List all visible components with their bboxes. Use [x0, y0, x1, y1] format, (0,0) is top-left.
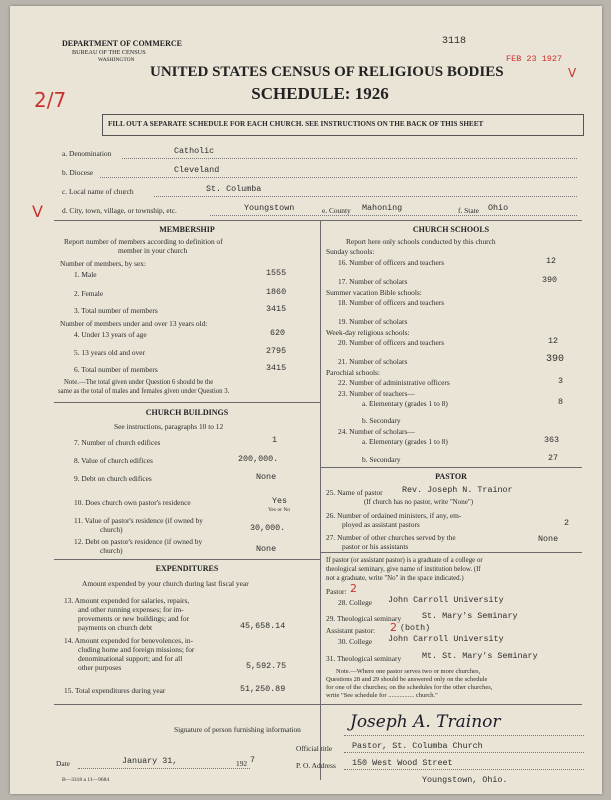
secondary-scholars: 27: [548, 453, 559, 463]
county-label: e. County: [322, 206, 351, 215]
local-name-label: c. Local name of church: [62, 187, 134, 196]
census-form: DEPARTMENT OF COMMERCE BUREAU OF THE CENSUS WASHINGTON 3118 FEB 23 1927 UNITED STATES CENSUS OF RELIGIOUS BODIES SCHEDULE: 1926 2/7 V FILL OUT A SEPARATE SCHEDULE FOR EACH CHURCH. SEE INSTRUCTIONS ON THE BACK OF THIS SHEET a. Denomination Catholic b. Diocese Cleveland c. Local name of church St. Columba d. City, town, village, or township, etc. Youngstown e. County Mahoning f. State Ohio V MEMBERSHIP Report number of members according to definition of member in your church Number of members, by sex: 1. Male 1555 2. Female 1860 3. Total number of members 3415 Number of members under and over 13 years old: 4. Under 13 years of age 620 5. 13 years old and over 2795 6. Total number of members 3415 Note.—The total given under Question 6 should be the same as the total of males and females given under Question 3. CHURCH BUILDINGS See instructions, paragraphs 10 to 12 7. Number of church edifices 1 8. Value of church edifices 200,000. 9. Debt on church edifices None 10. Does church own pastor's residence Yes Yes or No 11. Value of pastor's residence (if owned by church) 30,000. 12. Debt on pastor's residence (if owned by church) None EXPENDITURES Amount expended by your church during last fiscal year 13. Amount expended for salaries, repairs, and other running expenses; for im- provements or new buildings; and for payments on church debt 45,658.14 14. Amount expended for benevolences, in- cluding home and foreign missions; for denominational support; and for all other purposes 5,592.75 15. Total expenditures during year 51,250.89 CHURCH SCHOOLS Report here only schools conducted by this church Sunday schools: 16. Number of officers and teachers 12 17. Number of scholars 390 Summer vacation Bible schools: 18. Number of officers and teachers 19. Number of scholars Week-day religious schools: 20. Number of officers and teachers 12 21. Number of scholars 390 Parochial schools: 22. Number of administrative officers 3 23. Number of teachers— a. Elementary (grades 1 to 8) 8 b. Secondary 24. Number of scholars— a. Elementary (grades 1 to 8) 363 b. Secondary 27 PASTOR 25. Name of pastor Rev. Joseph N. Trainor (If church has no pastor, write "None") 26. Number of ordained ministers, if any, em- ployed as assistant pastors 2 27. Number of other churches served by the pastor or his assistants None If pastor (or assistant pastor) is a graduate of a college or theological seminary, give name of institution below. (If not a graduate, write "No" in the space indicated.) Pastor: 2 28. College John Carroll University 29. Theological seminary St. Mary's Seminary Assistant pastor: 2 (both) 30. College John Carroll University 31. Theological seminary Mt. St. Mary's Seminary Note.—Where one pastor serves two or more churches, Questions 28 and 29 should be answered only on the schedule for one of the churches; on the schedules for the other churches, write "See schedule for ................ church." Signature of person furnishing information Joseph A. Trainor Official title Pastor, St. Columba Church Date January 31, 192 7 P. O. Address 150 West Wood Street Youngstown, Ohio. B—3318 a 11—9684: [10, 6, 602, 794]
instructions-line: FILL OUT A SEPARATE SCHEDULE FOR EACH CHURCH. SEE INSTRUCTIONS ON THE BACK OF THIS SHEET: [108, 120, 484, 128]
dept-label: DEPARTMENT OF COMMERCE: [62, 39, 183, 48]
diocese-value: Cleveland: [174, 165, 220, 175]
signature: Joseph A. Trainor: [350, 712, 501, 732]
expenditures-title: EXPENDITURES: [155, 564, 219, 573]
city-label: WASHINGTON: [98, 57, 135, 63]
date-value: January 31,: [122, 756, 178, 766]
benevolences: 5,592.75: [246, 661, 287, 671]
assistant-count: 2: [564, 518, 570, 528]
parochial-officers: 3: [558, 376, 564, 386]
over-13-count: 2795: [266, 346, 287, 356]
running-expenses: 45,658.14: [240, 621, 286, 631]
female-count: 1860: [266, 287, 287, 297]
edifices-value: 200,000.: [238, 454, 279, 464]
state-value: Ohio: [488, 203, 509, 213]
official-title: Pastor, St. Columba Church: [352, 741, 483, 751]
male-count: 1555: [266, 268, 287, 278]
total-members-3: 3415: [266, 304, 287, 314]
assistant-seminary: Mt. St. Mary's Seminary: [422, 651, 538, 661]
owns-residence: Yes: [272, 496, 288, 506]
county-value: Mahoning: [362, 203, 403, 213]
edifices-debt: None: [256, 472, 277, 482]
form-title: UNITED STATES CENSUS OF RELIGIOUS BODIES: [150, 64, 504, 80]
assistant-college: John Carroll University: [388, 634, 504, 644]
denomination-value: Catholic: [174, 146, 215, 156]
elementary-scholars: 363: [544, 435, 560, 445]
sunday-scholars: 390: [542, 275, 558, 285]
year-suffix: 7: [250, 755, 256, 765]
denomination-label: a. Denomination: [62, 149, 112, 158]
buildings-title: CHURCH BUILDINGS: [145, 408, 229, 417]
weekday-teachers: 12: [548, 336, 559, 346]
pastor-name: Rev. Joseph N. Trainor: [402, 485, 513, 495]
under-13-count: 620: [270, 328, 286, 338]
bureau-label: BUREAU OF THE CENSUS: [72, 49, 146, 56]
pastor-seminary: St. Mary's Seminary: [422, 611, 518, 621]
membership-title: MEMBERSHIP: [159, 225, 215, 234]
edifices-count: 1: [272, 435, 278, 445]
po-address: 150 West Wood Street: [352, 758, 453, 768]
received-stamp: FEB 23 1927: [506, 54, 563, 64]
sunday-teachers: 12: [546, 256, 557, 266]
handwritten-check: V: [568, 66, 577, 80]
residence-value: 30,000.: [250, 523, 286, 533]
weekday-scholars: 390: [546, 354, 565, 365]
state-label: f. State: [458, 206, 479, 215]
city-label: d. City, town, village, or township, etc.: [62, 206, 177, 215]
handwritten-check: V: [32, 202, 43, 221]
assistant-note: (both): [400, 623, 431, 633]
po-city: Youngstown, Ohio.: [422, 775, 508, 785]
city-value: Youngstown: [244, 203, 295, 213]
handwritten-mark: 2: [350, 582, 357, 595]
diocese-label: b. Diocese: [62, 168, 94, 177]
total-expenditures: 51,250.89: [240, 684, 286, 694]
elementary-teachers: 8: [558, 397, 564, 407]
handwritten-mark: 2: [390, 621, 397, 634]
schedule-number: 3118: [442, 36, 467, 47]
residence-debt: None: [256, 544, 277, 554]
local-name-value: St. Columba: [206, 184, 262, 194]
pastor-college: John Carroll University: [388, 595, 504, 605]
handwritten-mark: 2/7: [34, 88, 67, 112]
other-churches: None: [538, 534, 559, 544]
schools-title: CHURCH SCHOOLS: [412, 225, 490, 234]
schedule-title: SCHEDULE: 1926: [251, 84, 389, 103]
total-members-6: 3415: [266, 363, 287, 373]
pastor-title: PASTOR: [435, 472, 467, 481]
